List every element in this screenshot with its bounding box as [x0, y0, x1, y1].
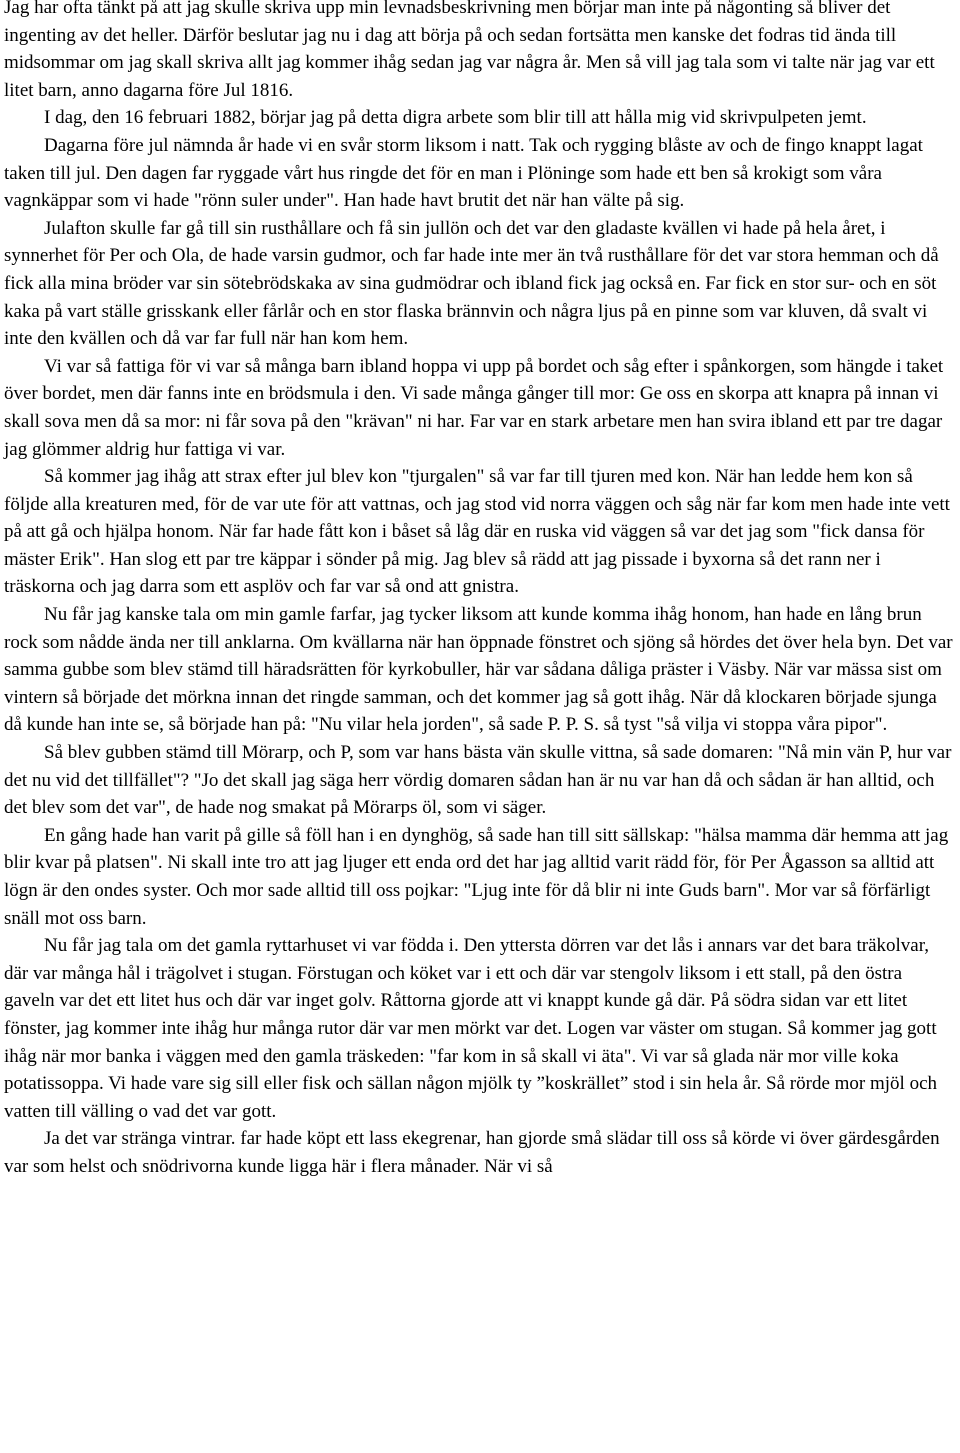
paragraph-winters: Ja det var stränga vintrar. far hade köpt ett lass ekegrenar, han gjorde små slädar till oss så körde vi över gärdesgården var som helst och snödrivorna kunde ligga här i flera månader. När vi så	[4, 1128, 940, 1177]
paragraph-christmas-eve: Julafton skulle far gå till sin rusthållare och få sin jullön och det var den gladaste kvällen vi hade på hela året, i synnerhet för Per och Ola, de hade varsin gudmor, och far hade inte mer än två rusthållare för det var stora hemman och då fick alla mina bröder var sin sötebrödskaka av sina gudmödrar och ibland fick jag också en. Far fick en stor sur- och en söt kaka på vart ställe grisskank eller fårlår och en stor flaska brännvin och några ljus på en pinne som var kluven, då svalt vi inte den kvällen och då var far full när han kom hem.	[4, 217, 939, 350]
paragraph-poverty: Vi var så fattiga för vi var så många barn ibland hoppa vi upp på bordet och såg efter i spånkorgen, som hängde i taket över bordet, men där fanns inte en brödsmula i den. Vi sade många gånger till mor: Ge oss en skorpa att knapra på innan vi skall sova men då sa mor: ni får sova på den "krävan" ni har. Far var en stark arbetare men han svira ibland ett par tre dagar jag glömmer aldrig hur fattiga vi var.	[4, 355, 944, 460]
paragraph-cow: Så kommer jag ihåg att strax efter jul blev kon "tjurgalen" så var far till tjuren med kon. När han ledde hem kon så följde alla kreaturen med, för de var ute för att vattnas, och jag stod vid norra väggen och såg när far kom men hade inte vett på att gå och hjälpa honom. När far hade fått kon i båset så låg där en ruska vid väggen så var det jag som "fick dansa för mäster Erik". Han slog ett par tre käppar i sönder på mig. Jag blev så rädd att jag pissade i byxorna så det rann ner i träskorna och jag darra som ett asplöv och far var så ond att gnistra.	[4, 466, 950, 598]
paragraph-party: En gång hade han varit på gille så föll han i en dynghög, så sade han till sitt sällskap: "hälsa mamma där hemma att jag blir kvar på platsen". Ni skall inte tro att jag ljuger ett enda ord det har jag alltid varit rädd för, för Per Ågasson sa alltid att lögn är den ondes syster. Och mor sade alltid till oss pojkar: "Ljug inte för då blir ni inte Guds barn". Mor var så förfärligt snäll mot oss barn.	[4, 824, 949, 929]
paragraph-house: Nu får jag tala om det gamla ryttarhuset vi var födda i. Den yttersta dörren var det lås i annars var det bara träkolvar, där var många hål i trägolvet i stugan. Förstugan och köket var i ett och där var stengolv liksom i ett stall, på den östra gaveln var det ett litet hus och där var inget golv. Råttorna gjorde att vi knappt kunde gå där. På södra sidan var ett litet fönster, jag kommer inte ihåg hur många rutor där var men mörkt var det. Logen var väster om stugan. Så kommer jag gott ihåg när mor banka i väggen med den gamla träskeden: "far kom in så skall vi äta". Vi var så glada när mor ville koka potatissoppa. Vi hade vare sig sill eller fisk och sällan någon mjölk ty ”koskrället” stod i sin hela år. Så rörde mor mjöl och vatten till välling o vad det var gott.	[4, 935, 938, 1122]
paragraph-start-date: I dag, den 16 februari 1882, börjar jag på detta digra arbete som blir till att hålla mig vid skrivpulpeten jemt.	[44, 107, 867, 129]
paragraph-storm: Dagarna före jul nämnda år hade vi en svår storm liksom i natt. Tak och rygging blåste av och de fingo knappt lagat taken till jul. Den dagen far ryggade vårt hus ringde det för en man i Plöninge som hade ett ben så krokigt som våra vagnkäppar som vi hade "rönn suler under". Han hade havt brutit det när han välte på sig.	[4, 134, 923, 212]
paragraph-morarp: Så blev gubben stämd till Mörarp, och P, som var hans bästa vän skulle vittna, så sade domaren: "Nå min vän P, hur var det nu vid det tillfället"? "Jo det skall jag säga herr vördig domaren sådan han är nu var han då och sådan är han alltid, och det blev som det var", de hade nog smakat på Mörarps öl, som vi säger.	[4, 742, 952, 819]
paragraph-intro: Jag har ofta tänkt på att jag skulle skriva upp min levnadsbeskrivning men börjar man inte på någonting så bliver det ingenting av det heller. Därför beslutar jag nu i dag att börja på och sedan fortsätta men kanske det fodras tid ända till midsommar om jag skall skriva allt jag kommer ihåg sedan jag var några år. Men så vill jag tala som vi talte när jag var ett litet barn, anno dagarna före Jul 1816.	[4, 0, 935, 101]
paragraph-grandfather: Nu får jag kanske tala om min gamle farfar, jag tycker liksom att kunde komma ihåg honom, han hade en lång brun rock som nådde ända ner till anklarna. Om kvällarna när han öppnade fönstret och sjöng så hördes det över hela byn. Det var samma gubbe som blev stämd till häradsrätten för kyrkobuller, här var sådana dåliga präster i Väsby. När var mässa sist om vintern så började det mörkna innan det ringde samman, och det kommer jag så gott ihåg. När då klockaren började sjunga då kunde han inte se, så började han på: "Nu vilar hela jorden", så sade P. P. S. så tyst "så vilja vi stoppa våra pipor".	[4, 604, 953, 736]
